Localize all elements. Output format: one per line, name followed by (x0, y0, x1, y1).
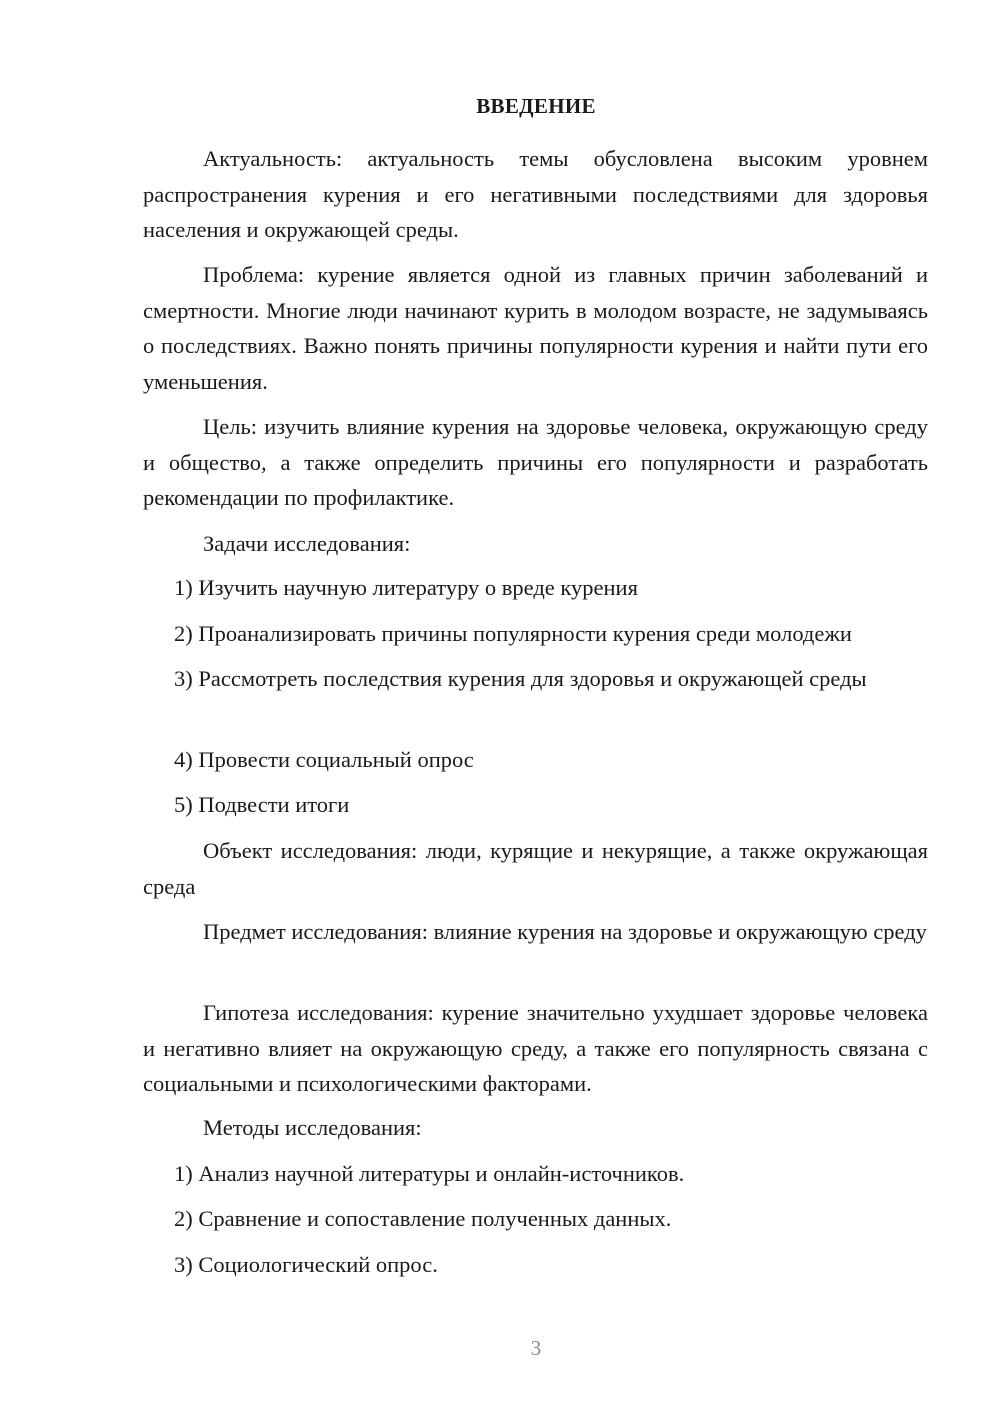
paragraph-relevance: Актуальность: актуальность темы обусловлена высоким уровнем распространения курения и его негативными последствиями для здоровья населения и окружающей среды. (143, 146, 928, 242)
page-number: 3 (530, 1336, 542, 1360)
paragraph-subject: Предмет исследования: влияние курения на здоровье и окружающую среду (203, 919, 927, 944)
task-item-4: 4) Провести социальный опрос (174, 747, 474, 772)
task-item-2: 2) Проанализировать причины популярности курения среди молодежи (174, 621, 852, 646)
page-title: ВВЕДЕНИЕ (476, 94, 596, 118)
task-item-5: 5) Подвести итоги (174, 792, 350, 817)
tasks-heading: Задачи исследования: (203, 531, 411, 556)
method-item-3: 3) Социологический опрос. (174, 1252, 438, 1277)
paragraph-hypothesis: Гипотеза исследования: курение значительно ухудшает здоровье человека и негативно влияет на окружающую среду, а также его популярность связана с социальными и психологическими факторами. (143, 1000, 928, 1096)
paragraph-goal: Цель: изучить влияние курения на здоровье человека, окружающую среду и общество, а также определить причины его популярности и разработать рекомендации по профилактике. (143, 414, 928, 510)
paragraph-problem: Проблема: курение является одной из главных причин заболеваний и смертности. Многие люди начинают курить в молодом возрасте, не задумываясь о последствиях. Важно понять причины популярности курения и найти пути его уменьшения. (143, 262, 928, 394)
method-item-2: 2) Сравнение и сопоставление полученных данных. (174, 1206, 672, 1231)
paragraph-object: Объект исследования: люди, курящие и некурящие, а также окружающая среда (143, 838, 928, 899)
methods-heading: Методы исследования: (203, 1115, 422, 1140)
task-item-3: 3) Рассмотреть последствия курения для здоровья и окружающей среды (174, 666, 867, 691)
task-item-1: 1) Изучить научную литературу о вреде курения (174, 575, 638, 600)
method-item-1: 1) Анализ научной литературы и онлайн-источников. (174, 1161, 685, 1186)
